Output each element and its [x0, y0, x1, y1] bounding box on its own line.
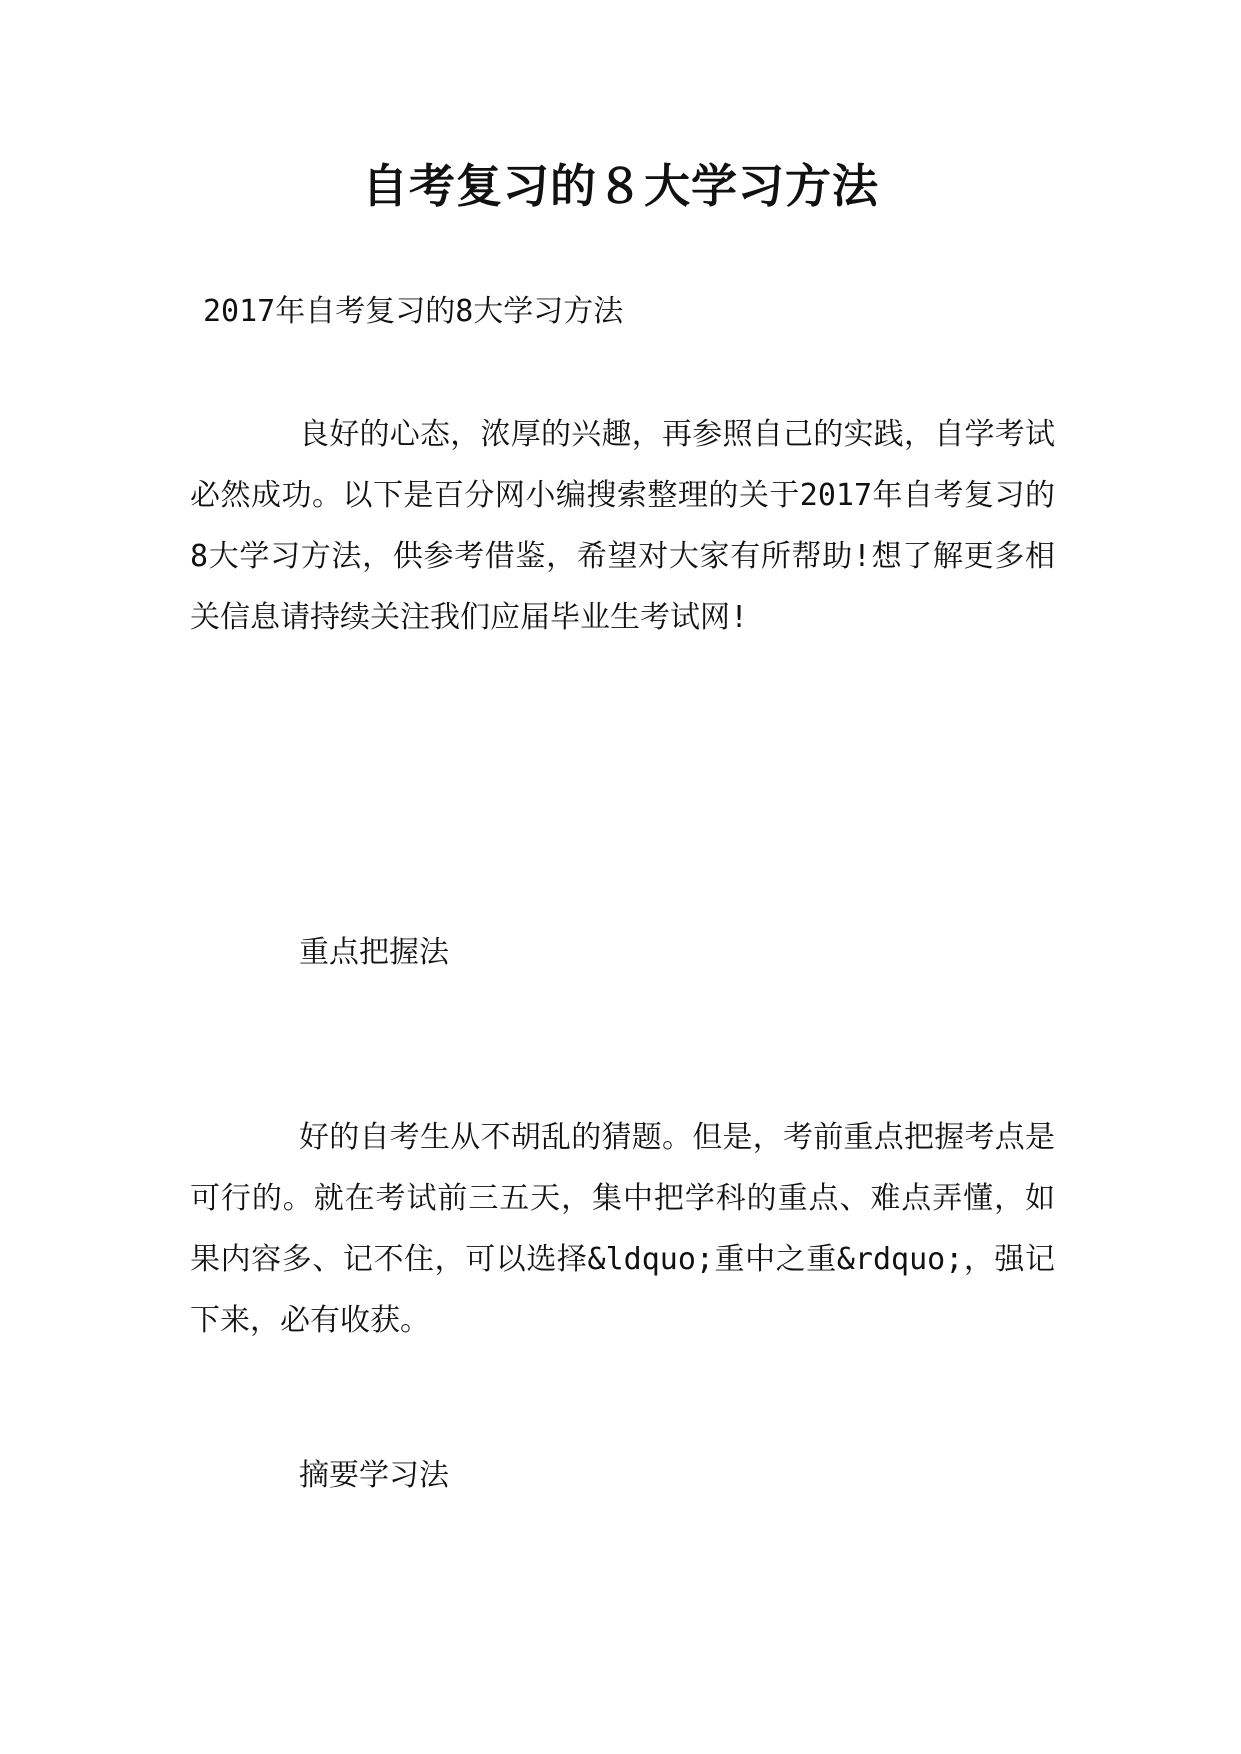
section-body-key-points: 好的自考生从不胡乱的猜题。但是，考前重点把握考点是可行的。就在考试前三五天，集中把学科的重点、难点弄懂，如果内容多、记不住，可以选择&ldquo;重中之重&rdquo;，强记下来，必有收获。	[190, 1120, 1055, 1338]
intro-paragraph: 良好的心态，浓厚的兴趣，再参照自己的实践，自学考试必然成功。以下是百分网小编搜索整理的关于2017年自考复习的8大学习方法，供参考借鉴，希望对大家有所帮助!想了解更多相关信息请持续关注我们应届毕业生考试网!	[190, 417, 1055, 635]
section-heading-summary: 摘要学习法	[299, 1458, 449, 1493]
section-heading-key-points: 重点把握法	[299, 935, 449, 970]
document-title: 自考复习的８大学习方法	[362, 159, 879, 213]
document-subtitle: 2017年自考复习的8大学习方法	[203, 294, 624, 329]
